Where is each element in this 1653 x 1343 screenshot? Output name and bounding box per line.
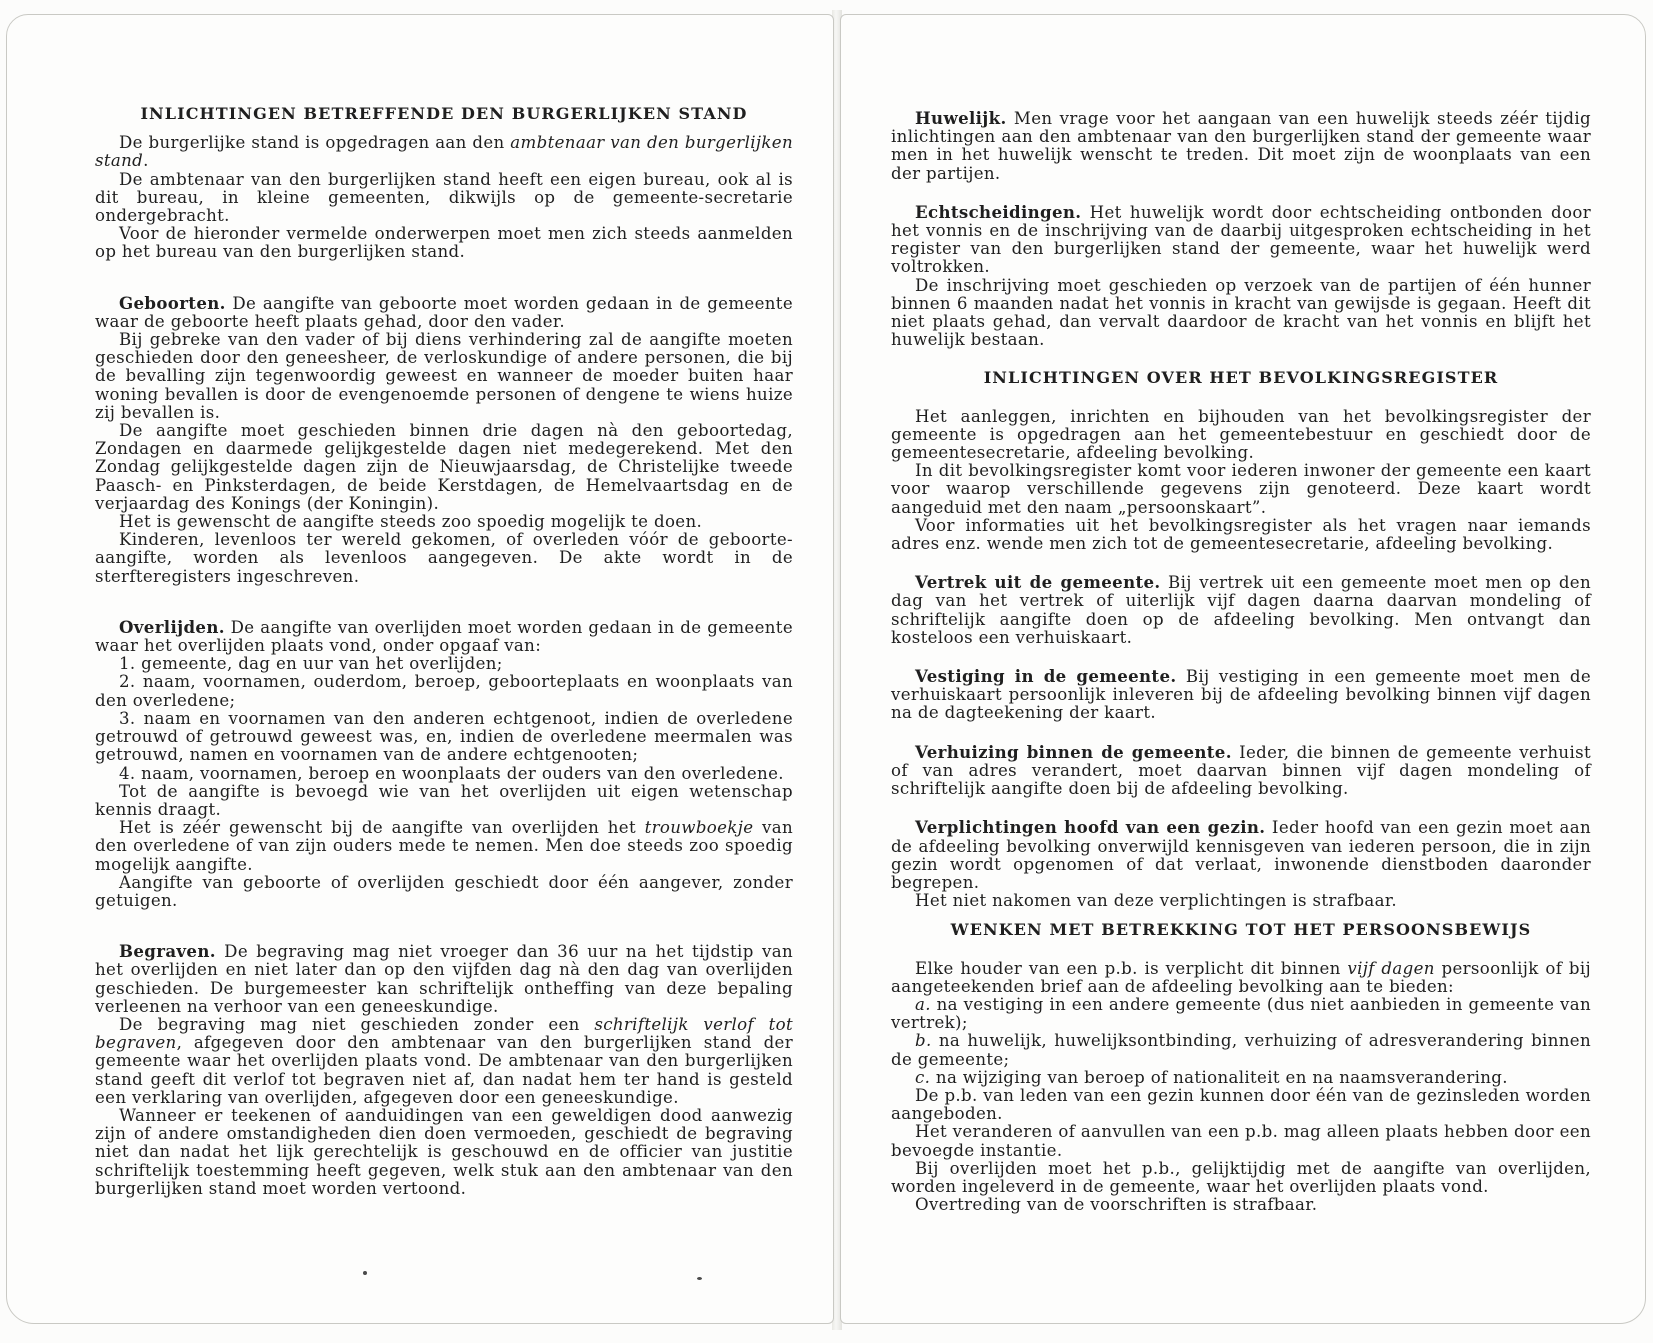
begraven-title: Begraven. (119, 941, 216, 962)
wenken-paragraph-1: Elke houder van een p.b. is verplicht dit binnen vijf dagen persoonlijk of bij aangeteekenden brief aan de afdeeling bevolking aan te bieden: (891, 958, 1591, 996)
section-echtscheidingen: Echtscheidingen. Het huwelijk wordt door echtscheiding ontbonden door het vonnis en de inschrijving van de daarbij uitgesproken echtscheiding in het register van den burgerlijken stand der gemeente, waar het huwelijk werd voltrokken. (891, 201, 1591, 277)
begraven-paragraph-3: Wanneer er teekenen of aanduidingen van een geweldigen dood aanwezig zijn of andere omstandigheden dien doen vermoeden, geschiedt de begraving niet dan nadat het lijk gerechtelijk is geschouwd en de officier van justitie schriftelijk toestemming heeft gegeven, welk stuk aan den ambtenaar van den burgerlijken stand moet worden vertoond. (95, 1105, 793, 1198)
intro-paragraph-2: De ambtenaar van den burgerlijken stand heeft een eigen bureau, ook al is dit bureau, in kleine gemeenten, dikwijls op de gemeente-secretarie ondergebracht. (95, 169, 793, 226)
overlijden-item-3: 3. naam en voornamen van den anderen echtgenoot, indien de overledene getrouwd of getrouwd geweest was, en, indien de overledene meermalen was getrouwd, namen en voornamen van de andere echtgenooten; (95, 708, 793, 765)
section-huwelijk: Huwelijk. Men vrage voor het aangaan van een huwelijk steeds zéér tijdig inlichtingen aan den ambtenaar van den burgerlijken stand der gemeente waar men in het huwelijk wenscht te treden. Dit moet zijn de woonplaats van een der partijen. (891, 108, 1591, 183)
heading-bevolkingsregister: INLICHTINGEN OVER HET BEVOLKINGSREGISTER (983, 368, 1499, 388)
wenken-item-c: c. na wijziging van beroep of nationaliteit en na naamsverandering. (915, 1067, 1508, 1087)
wenken-paragraph-5: Overtreding van de voorschriften is strafbaar. (915, 1195, 1318, 1215)
echtscheidingen-title: Echtscheidingen. (915, 201, 1082, 222)
section-begraven: Begraven. De begraving mag niet vroeger dan 36 uur na het tijdstip van het overlijden en niet later dan op den vijfden dag nà den dag van overlijden geschieden. De burgemeester kan schriftelijk ontheffing van deze bepaling verleenen na verhoor van een geneeskundige. (95, 941, 793, 1016)
wenken-paragraph-2: De p.b. van leden van een gezin kunnen door één van de gezinsleden worden aangeboden. (891, 1085, 1591, 1124)
intro-paragraph-1: De burgerlijke stand is opgedragen aan den ambtenaar van den burgerlijken stand. (95, 133, 793, 171)
overlijden-item-4: 4. naam, voornamen, beroep en woonplaats der ouders van den overledene. (119, 763, 784, 783)
vestiging-title: Vestiging in de gemeente. (915, 666, 1177, 687)
wenken-paragraph-3: Het veranderen of aanvullen van een p.b. mag alleen plaats hebben door een bevoegde instantie. (891, 1122, 1591, 1160)
section-verhuizing: Verhuizing binnen de gemeente. Ieder, die binnen de gemeente verhuist of van adres verandert, moet daarvan binnen vijf dagen mondeling of schriftelijk aangifte doen bij de afdeeling bevolking. (891, 741, 1591, 799)
verplichtingen-title: Verplichtingen hoofd van een gezin. (915, 817, 1266, 838)
overlijden-paragraph-3: Het is zéér gewenscht bij de aangifte van overlijden het trouwboekje van den overledene of van zijn ouders mede te nemen. Men doe steeds zoo spoedig mogelijk aangifte. (95, 818, 793, 874)
wenken-item-a: a. na vestiging in een andere gemeente (dus niet aanbieden in gemeente van vertrek); (891, 994, 1591, 1033)
wenken-paragraph-4: Bij overlijden moet het p.b., gelijktijdig met de aangifte van overlijden, worden ingeleverd in de gemeente, waar het overlijden plaats vond. (891, 1158, 1591, 1196)
overlijden-item-1: 1. gemeente, dag en uur van het overlijden; (119, 654, 503, 674)
echtscheidingen-paragraph-2: De inschrijving moet geschieden op verzoek van de partijen of één hunner binnen 6 maanden nadat het vonnis in kracht van gewijsde is gegaan. Heeft dit niet plaats gehad, dan vervalt daardoor de kracht van het vonnis en blijft het huwelijk bestaan. (891, 275, 1591, 350)
section-vertrek: Vertrek uit de gemeente. Bij vertrek uit een gemeente moet men op den dag van het vertrek of uiterlijk vijf dagen daarna daarvan mondeling of schriftelijk aangifte doen op de afdeeling bevolking. Men ontvangt dan kosteloos een verhuiskaart. (891, 572, 1592, 647)
wenken-item-b: b. na huwelijk, huwelijksontbinding, verhuizing of adresverandering binnen de gemeente; (891, 1031, 1591, 1069)
section-overlijden: Overlijden. De aangifte van overlijden moet worden gedaan in de gemeente waar het overlijden plaats vond, onder opgaaf van: (95, 616, 793, 656)
geboorten-paragraph-2: Bij gebreke van den vader of bij diens verhindering zal de aangifte moeten geschieden door den geneesheer, de verloskundige of andere personen, die bij de bevalling zijn tegenwoordig geweest en wanneer de moeder buiten haar woning bevallen is door de evengenoemde personen of dengene te wiens huize zij bevallen is. (95, 330, 793, 422)
right-page (840, 14, 1646, 1324)
overlijden-paragraph-2: Tot de aangifte is bevoegd wie van het overlijden uit eigen wetenschap kennis draagt. (95, 781, 793, 819)
huwelijk-title: Huwelijk. (915, 108, 1007, 128)
register-paragraph-3: Voor informaties uit het bevolkingsregister als het vragen naar iemands adres enz. wende men zich tot de gemeentesecretarie, afdeeling bevolking. (891, 515, 1591, 554)
intro-paragraph-3: Voor de hieronder vermelde onderwerpen moet men zich steeds aanmelden op het bureau van den burgerlijken stand. (95, 224, 793, 262)
begraven-paragraph-2: De begraving mag niet geschieden zonder een schriftelijk verlof tot begraven, afgegeven door den ambtenaar van den burgerlijken stand der gemeente waar het overlijden plaats vond. De ambtenaar van den burgerlijken stand geeft dit verlof tot begraven niet af, dan nadat hem ter hand is gesteld een verklaring van overlijden, afgegeven door een geneeskundige. (95, 1014, 794, 1107)
overlijden-item-2: 2. naam, voornamen, ouderdom, beroep, geboorteplaats en woonplaats van den overledene; (95, 672, 793, 710)
geboorten-paragraph-3: De aangifte moet geschieden binnen drie dagen nà den geboortedag, Zondagen en daarmede gelijkgestelde dagen niet medegerekend. Met den Zondag gelijkgestelde dagen zijn de Nieuwjaarsdag, de Christelijke tweede Paasch- en Pinksterdagen, de beide Kerstdagen, de Hemelvaartsdag en de verjaardag des Konings (der Koningin). (95, 421, 793, 513)
overlijden-paragraph-4: Aangifte van geboorte of overlijden geschiedt door één aangever, zonder getuigen. (95, 872, 793, 910)
geboorten-paragraph-4: Het is gewenscht de aangifte steeds zoo spoedig mogelijk te doen. (119, 512, 703, 532)
left-page-content (95, 105, 793, 1198)
print-speck (363, 1271, 367, 1275)
print-speck (697, 1277, 702, 1280)
heading-burgerlijke-stand: INLICHTINGEN BETREFFENDE DEN BURGERLIJKEN STAND (140, 104, 748, 123)
vertrek-title: Vertrek uit de gemeente. (915, 572, 1161, 593)
section-geboorten: Geboorten. De aangifte van geboorte moet worden gedaan in de gemeente waar de geboorte heeft plaats gehad, door den vader. (95, 292, 793, 331)
heading-persoonsbewijs: WENKEN MET BETREKKING TOT HET PERSOONSBEWIJS (950, 920, 1532, 940)
register-paragraph-2: In dit bevolkingsregister komt voor iederen inwoner der gemeente een kaart voor waarop verschillende gegevens zijn genoteerd. Deze kaart wordt aangeduid met den naam „persoonskaart”. (891, 461, 1591, 517)
verhuizing-title: Verhuizing binnen de gemeente. (915, 741, 1232, 762)
right-page-content (891, 109, 1591, 1214)
section-verplichtingen: Verplichtingen hoofd van een gezin. Ieder hoofd van een gezin moet aan de afdeeling bevolking onverwijld kennisgeven van iederen persoon, die in zijn gezin wordt opgenomen of dat verlaat, inwonende dienstboden daaronder begrepen. (891, 817, 1591, 892)
geboorten-paragraph-5: Kinderen, levenloos ter wereld gekomen, of overleden vóór de geboorte-aangifte, worden als levenloos aangegeven. De akte wordt in de sterfteregisters ingeschreven. (95, 530, 793, 586)
section-vestiging: Vestiging in de gemeente. Bij vestiging in een gemeente moet men de verhuiskaart persoonlijk inleveren bij de afdeeling bevolking binnen vijf dagen na de dagteekening der kaart. (891, 666, 1591, 723)
geboorten-title: Geboorten. (119, 292, 226, 313)
verplichtingen-paragraph-2: Het niet nakomen van deze verplichtingen is strafbaar. (915, 891, 1397, 911)
overlijden-title: Overlijden. (119, 616, 225, 637)
left-page (6, 14, 834, 1324)
register-paragraph-1: Het aanleggen, inrichten en bijhouden van het bevolkingsregister der gemeente is opgedragen aan het gemeentebestuur en geschiedt door de gemeentesecretarie, afdeeling bevolking. (891, 406, 1591, 463)
